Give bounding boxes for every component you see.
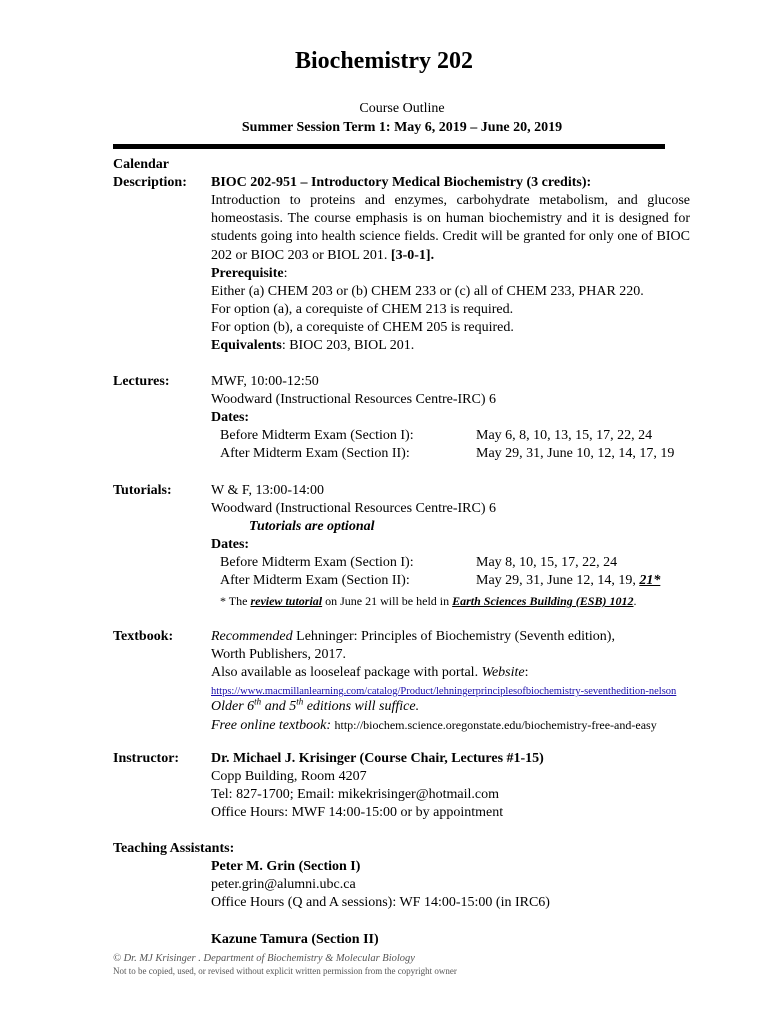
prerequisite-1: Either (a) CHEM 203 or (b) CHEM 233 or (c) all of CHEM 233, PHAR 220. [211,284,644,299]
tutorials-label: Tutorials: [113,483,172,498]
older-2: and 5 [264,699,297,714]
equivalents-value: : BIOC 203, BIOL 201. [281,338,415,353]
tutorials-optional: Tutorials are optional [249,519,375,534]
tutorials-dates-label: Dates: [211,537,250,552]
textbook-title-text: Lehninger: Principles of Biochemistry (Seventh edition), [296,629,615,644]
equivalents-label: Equivalents [211,338,282,353]
review-date-highlight: 21* [639,573,661,588]
tutorials-after-label: After Midterm Exam (Section II): [220,573,410,588]
lectures-label: Lectures: [113,374,170,389]
instructor-hours: Office Hours: MWF 14:00-15:00 or by appointment [211,805,504,820]
course-heading: BIOC 202-951 – Introductory Medical Biochemistry (3 credits): [211,175,592,190]
older-sup-1: th [254,696,262,707]
lectures-location: Woodward (Instructional Resources Centre-IRC) 6 [211,392,497,407]
instructor-name: Dr. Michael J. Krisinger (Course Chair, Lectures #1-15) [211,751,544,766]
tutorials-location: Woodward (Instructional Resources Centre-IRC) 6 [211,501,497,516]
course-description [211,192,690,265]
tutorials-after-dates [476,572,660,590]
textbook-publisher: Worth Publishers, 2017. [211,647,346,662]
equivalents [211,337,414,355]
textbook-recommended: Recommended [211,629,293,644]
ta1-hours: Office Hours (Q and A sessions): WF 14:00-15:00 (in IRC6) [211,895,550,910]
tas-label: Teaching Assistants: [113,841,235,856]
copyright-line: © Dr. MJ Krisinger . Department of Biochemistry & Molecular Biology [113,953,415,964]
prerequisite-colon: : [283,266,288,281]
calendar-label: Calendar [113,157,169,172]
looseleaf-text: Also available as looseleaf package with portal. [211,665,479,680]
session-dates: Summer Session Term 1: May 6, 2019 – June 20, 2019 [241,120,563,135]
lectures-before-dates: May 6, 8, 10, 13, 15, 17, 22, 24 [476,428,653,443]
older-editions [211,698,419,716]
page-title: Biochemistry 202 [295,48,473,74]
ta2-name: Kazune Tamura (Section II) [211,932,379,947]
tutorials-before-dates: May 8, 10, 15, 17, 22, 24 [476,555,618,570]
copyright-notice: Not to be copied, used, or revised without explicit written permission from the copyright owner [113,966,457,976]
header-divider [113,144,665,149]
note-end: . [633,594,637,608]
tutorials-before-label: Before Midterm Exam (Section I): [220,555,414,570]
lectures-after-label: After Midterm Exam (Section II): [220,446,410,461]
review-tutorial-note [220,592,636,610]
note-review: review tutorial [250,594,323,608]
note-mid: on June 21 will be held in [325,594,450,608]
course-hours: [3-0-1]. [390,247,435,263]
ta1-name: Peter M. Grin (Section I) [211,859,361,874]
ta1-email: peter.grin@alumni.ubc.ca [211,877,356,892]
prerequisite-label: Prerequisite [211,266,284,281]
instructor-label: Instructor: [113,751,180,766]
lectures-before-label: Before Midterm Exam (Section I): [220,428,414,443]
older-3: editions will suffice. [306,699,420,714]
older-1: Older 6 [211,699,255,714]
textbook-title [211,628,615,646]
free-textbook [211,716,657,735]
textbook-looseleaf [211,664,529,682]
lectures-time: MWF, 10:00-12:50 [211,374,319,389]
lectures-after-dates: May 29, 31, June 10, 12, 14, 17, 19 [476,446,675,461]
textbook-url[interactable]: https://www.macmillanlearning.com/catalog/Product/lehningerprinciplesofbiochemistry-seventhedition-nelson [211,686,677,697]
course-outline-subtitle: Course Outline [359,101,445,116]
note-prefix: * The [220,594,248,608]
free-textbook-label: Free online textbook: [211,718,331,733]
free-textbook-url[interactable]: http://biochem.science.oregonstate.edu/biochemistry-free-and-easy [334,718,657,732]
prerequisite-3: For option (b), a corequiste of CHEM 205 is required. [211,320,514,335]
description-text: Introduction to proteins and enzymes, carbohydrate metabolism, and glucose homeostasis. The course emphasis is on human biochemistry and it is designed for students going into health science fields. Credit will be granted for only one of BIOC 202 or BIOC 203 or BIOL 201. [211,193,690,263]
lectures-dates-label: Dates: [211,410,250,425]
tutorials-after-dates-text: May 29, 31, June 12, 14, 19, [476,573,636,588]
website-colon: : [524,665,529,680]
description-label: Description: [113,175,187,190]
prerequisite-heading [211,265,287,283]
website-label: Website [481,665,525,680]
older-sup-2: th [296,696,304,707]
prerequisite-2: For option (a), a corequiste of CHEM 213 is required. [211,302,514,317]
instructor-contact: Tel: 827-1700; Email: mikekrisinger@hotmail.com [211,787,499,802]
textbook-label: Textbook: [113,629,174,644]
instructor-office: Copp Building, Room 4207 [211,769,367,784]
tutorials-time: W & F, 13:00-14:00 [211,483,324,498]
note-building: Earth Sciences Building (ESB) 1012 [452,594,634,608]
